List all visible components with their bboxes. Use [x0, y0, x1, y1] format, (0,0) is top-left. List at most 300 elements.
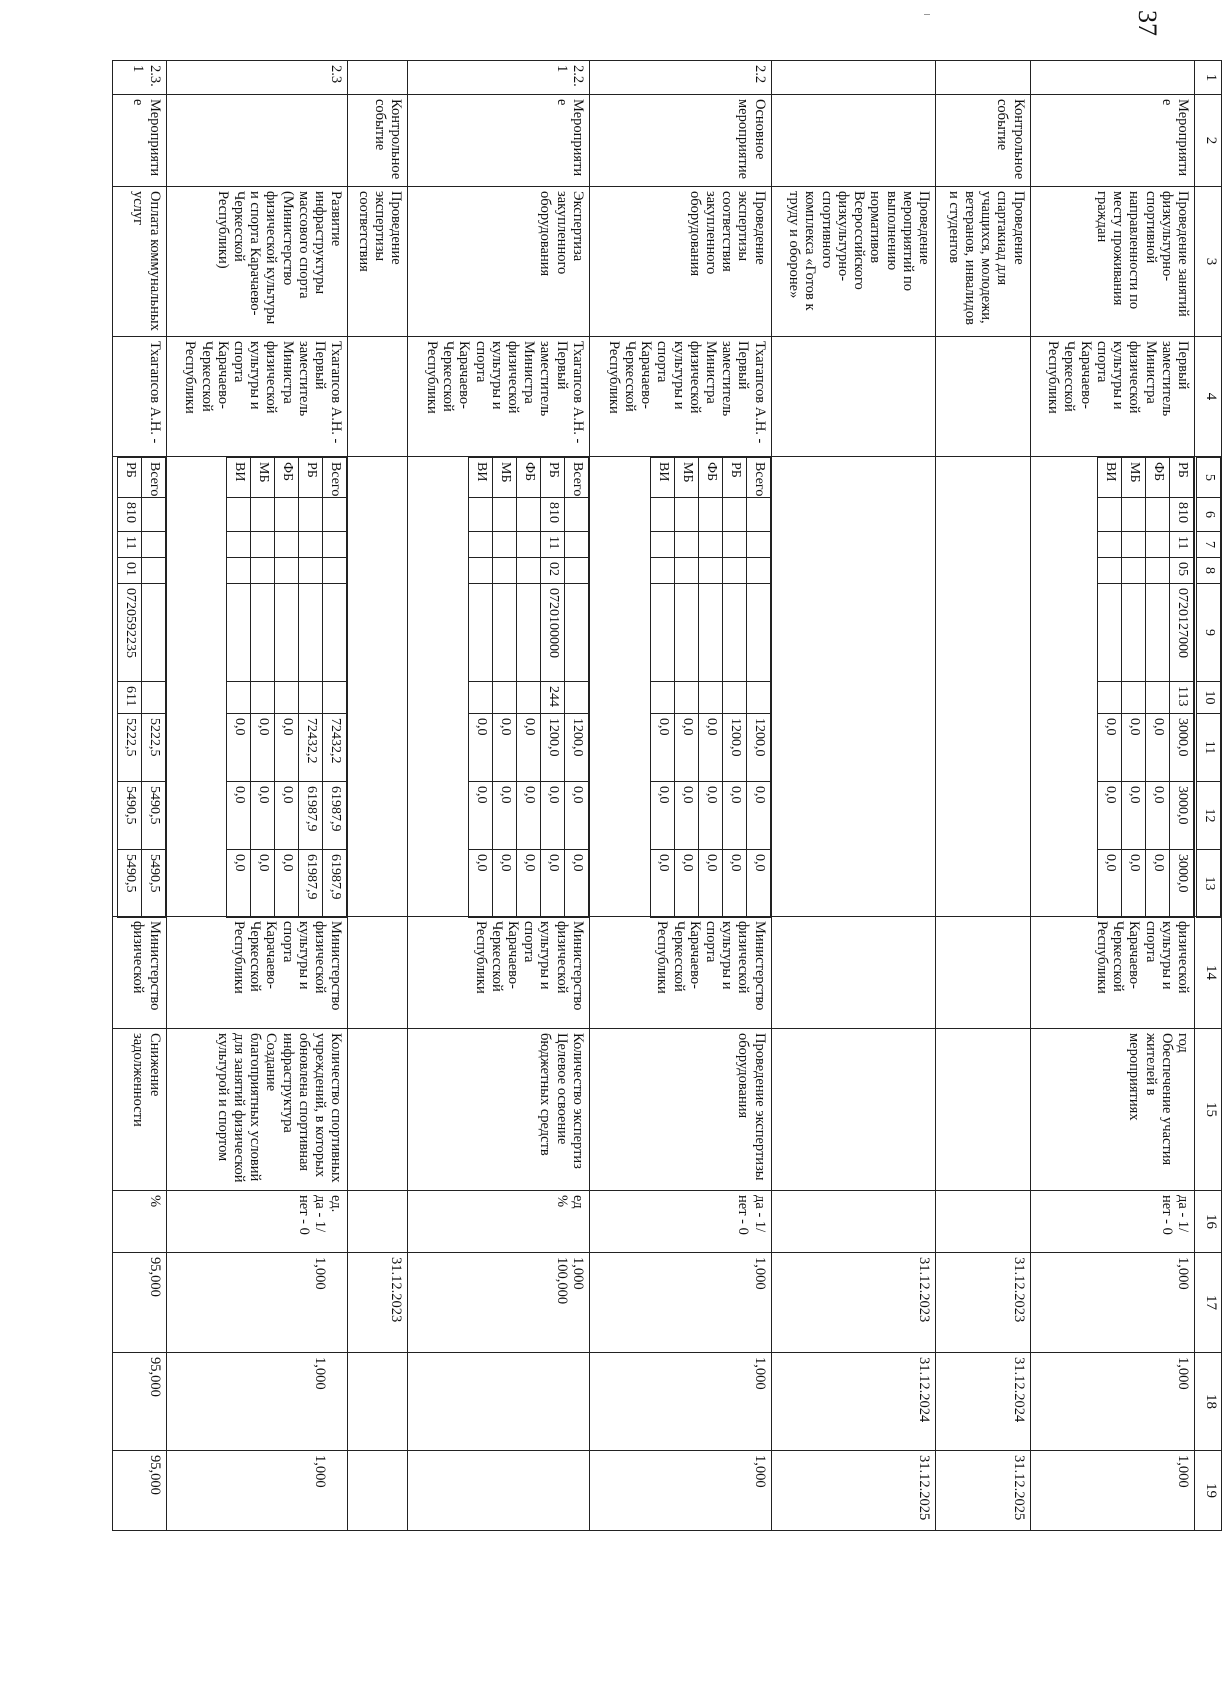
executor-cell: Министерство физической культуры и спорта Карачаево-Черкесской Республики	[408, 917, 590, 1029]
financing-row	[117, 458, 141, 918]
financing-c6-cell	[674, 498, 698, 532]
financing-cell	[936, 457, 1031, 917]
financing-row	[227, 458, 251, 918]
financing-c12-cell: 0,0	[722, 782, 746, 850]
financing-src-cell: ФБ	[1146, 458, 1170, 498]
value-2024-cell: 31.12.2024	[771, 1353, 935, 1451]
financing-c6-cell	[251, 498, 275, 532]
financing-src-cell: ВИ	[227, 458, 251, 498]
financing-c7-cell	[564, 532, 588, 558]
financing-c9-cell	[674, 584, 698, 682]
financing-c13-cell: 0,0	[698, 850, 722, 918]
financing-c9-cell	[323, 584, 347, 682]
financing-c10-cell	[746, 682, 770, 714]
financing-c8-cell	[564, 558, 588, 584]
financing-c10-cell: 113	[1170, 682, 1194, 714]
measure-name-cell: Развитие инфраструктуры массового спорта (Министерство физической культуры и спорта Карачаево-Черкесской Республики)	[166, 187, 348, 337]
financing-row	[674, 458, 698, 918]
financing-src-cell: Всего	[141, 458, 165, 498]
measure-type-cell	[166, 95, 348, 187]
financing-c7-cell	[722, 532, 746, 558]
value-2023-cell: 1,000	[166, 1253, 348, 1353]
financing-c12-cell: 61987,9	[299, 782, 323, 850]
financing-c13-cell: 0,0	[722, 850, 746, 918]
unit-cell	[936, 1191, 1031, 1253]
col-header: 11	[1197, 714, 1221, 782]
table-row	[348, 61, 408, 1691]
executor-cell: Министерство физической	[113, 917, 167, 1029]
row-number-cell: 2.2	[589, 61, 771, 95]
financing-c9-cell	[141, 584, 165, 682]
financing-c13-cell: 5490,5	[141, 850, 165, 918]
value-2025-cell: 1,000	[166, 1451, 348, 1531]
table-row	[589, 61, 771, 1691]
executor-cell	[348, 917, 408, 1029]
financing-c11-cell: 72432,2	[299, 714, 323, 782]
financing-src-cell: ФБ	[516, 458, 540, 498]
financing-row	[323, 458, 347, 918]
financing-c12-cell: 0,0	[650, 782, 674, 850]
value-2023-cell: 1,000	[589, 1253, 771, 1353]
financing-c10-cell	[698, 682, 722, 714]
financing-c13-cell: 0,0	[746, 850, 770, 918]
responsible-cell	[348, 337, 408, 457]
financing-row	[141, 458, 165, 918]
indicator-cell	[348, 1029, 408, 1191]
financing-c8-cell	[674, 558, 698, 584]
financing-c10-cell	[251, 682, 275, 714]
financing-c13-cell: 3000,0	[1170, 850, 1194, 918]
financing-row	[275, 458, 299, 918]
table-row	[771, 61, 935, 1691]
value-2023-cell: 31.12.2023	[936, 1253, 1031, 1353]
financing-c13-cell: 0,0	[1098, 850, 1122, 918]
measure-name-cell: Проведение занятий физкультурно-спортивной направленности по месту проживания граждан	[1030, 187, 1194, 337]
financing-c10-cell	[227, 682, 251, 714]
financing-c9-cell	[468, 584, 492, 682]
col-header: 15	[1195, 1029, 1222, 1191]
financing-c12-cell: 5490,5	[117, 782, 141, 850]
financing-c6-cell	[1146, 498, 1170, 532]
value-2024-cell	[408, 1353, 590, 1451]
financing-src-cell: Всего	[564, 458, 588, 498]
financing-c10-cell	[323, 682, 347, 714]
financing-c13-cell: 0,0	[468, 850, 492, 918]
col-header: 18	[1195, 1353, 1222, 1451]
executor-cell: Министерство физической культуры и спорта Карачаево-Черкесской Республики	[166, 917, 348, 1029]
financing-c10-cell	[299, 682, 323, 714]
col-header: 19	[1195, 1451, 1222, 1531]
financing-c9-cell	[251, 584, 275, 682]
financing-c11-cell: 0,0	[1098, 714, 1122, 782]
financing-c9-cell	[1098, 584, 1122, 682]
financing-c10-cell: 244	[540, 682, 564, 714]
value-2023-cell: 1,000 100,000	[408, 1253, 590, 1353]
unit-cell: ед %	[408, 1191, 590, 1253]
financing-c6-cell	[746, 498, 770, 532]
financing-c6-cell: 810	[1170, 498, 1194, 532]
financing-c13-cell: 0,0	[516, 850, 540, 918]
financing-row	[1170, 458, 1194, 918]
indicator-cell	[936, 1029, 1031, 1191]
financing-c11-cell: 0,0	[492, 714, 516, 782]
financing-c13-cell: 0,0	[1146, 850, 1170, 918]
financing-c11-cell: 0,0	[275, 714, 299, 782]
financing-c7-cell	[746, 532, 770, 558]
value-2025-cell	[348, 1451, 408, 1531]
financing-c13-cell: 0,0	[650, 850, 674, 918]
row-number-cell: 2.3.1	[113, 61, 167, 95]
financing-c11-cell: 5222,5	[117, 714, 141, 782]
row-number-cell: 2.3	[166, 61, 348, 95]
financing-c9-cell	[722, 584, 746, 682]
value-2024-cell: 1,000	[589, 1353, 771, 1451]
financing-c12-cell: 0,0	[1098, 782, 1122, 850]
financing-c10-cell	[275, 682, 299, 714]
financing-c8-cell	[323, 558, 347, 584]
financing-row	[299, 458, 323, 918]
unit-cell: да - 1/ нет - 0	[1030, 1191, 1194, 1253]
financing-c7-cell	[492, 532, 516, 558]
financing-c6-cell	[468, 498, 492, 532]
executor-cell: Министерство физической культуры и спорта Карачаево-Черкесской Республики	[589, 917, 771, 1029]
financing-c9-cell	[299, 584, 323, 682]
financing-c12-cell: 0,0	[1122, 782, 1146, 850]
value-2025-cell: 1,000	[1030, 1451, 1194, 1531]
financing-c8-cell	[492, 558, 516, 584]
financing-row	[746, 458, 770, 918]
financing-c8-cell	[1122, 558, 1146, 584]
financing-c6-cell	[1098, 498, 1122, 532]
financing-c11-cell: 1200,0	[540, 714, 564, 782]
col-header: 17	[1195, 1253, 1222, 1353]
financing-c9-cell	[650, 584, 674, 682]
unit-cell	[348, 1191, 408, 1253]
financing-c12-cell: 5490,5	[141, 782, 165, 850]
financing-c8-cell	[275, 558, 299, 584]
financing-c13-cell: 0,0	[227, 850, 251, 918]
responsible-cell: Первый заместитель Министра физической культуры и спорта Карачаево-Черкесской Республики	[1030, 337, 1194, 457]
value-2024-cell	[348, 1353, 408, 1451]
financing-cell	[348, 457, 408, 917]
measure-type-cell: Мероприятие	[1030, 95, 1194, 187]
financing-c12-cell: 0,0	[540, 782, 564, 850]
financing-c7-cell	[299, 532, 323, 558]
financing-c11-cell: 0,0	[1122, 714, 1146, 782]
financing-c9-cell	[1122, 584, 1146, 682]
financing-c13-cell: 0,0	[492, 850, 516, 918]
financing-cell	[589, 457, 771, 917]
financing-c6-cell	[299, 498, 323, 532]
measure-name-cell: Проведение мероприятий по выполнению нормативов Всероссийского физкультурно-спортивного комплекса «Готов к труду и обороне»	[771, 187, 935, 337]
financing-c12-cell: 0,0	[227, 782, 251, 850]
col-header: 12	[1197, 782, 1221, 850]
row-number-cell	[1030, 61, 1194, 95]
financing-src-cell: ФБ	[275, 458, 299, 498]
financing-c12-cell: 0,0	[746, 782, 770, 850]
financing-row	[1098, 458, 1122, 918]
financing-c8-cell: 02	[540, 558, 564, 584]
financing-src-cell: РБ	[299, 458, 323, 498]
responsible-cell: Тхагапсов А.Н. - Первый заместитель Министра физической культуры и спорта Карачаево-Черкесской Республики	[166, 337, 348, 457]
value-2023-cell: 31.12.2023	[348, 1253, 408, 1353]
financing-row	[516, 458, 540, 918]
col-header: 6	[1197, 498, 1221, 532]
financing-c10-cell	[468, 682, 492, 714]
financing-cell	[166, 457, 348, 917]
value-2024-cell: 1,000	[1030, 1353, 1194, 1451]
financing-c9-cell: 0720592235	[117, 584, 141, 682]
financing-c8-cell	[468, 558, 492, 584]
table-row	[113, 61, 167, 1691]
financing-src-cell: ВИ	[650, 458, 674, 498]
financing-c11-cell: 1200,0	[564, 714, 588, 782]
financing-c10-cell	[1098, 682, 1122, 714]
financing-cell	[1030, 457, 1194, 917]
financing-src-cell: ФБ	[698, 458, 722, 498]
financing-c7-cell: 11	[117, 532, 141, 558]
col-header: 8	[1197, 558, 1221, 584]
financing-c12-cell: 61987,9	[323, 782, 347, 850]
financing-c12-cell: 0,0	[674, 782, 698, 850]
financing-row	[650, 458, 674, 918]
financing-src-cell: РБ	[117, 458, 141, 498]
col-header: 3	[1195, 187, 1222, 337]
financing-c8-cell	[227, 558, 251, 584]
financing-row	[251, 458, 275, 918]
col-header: 7	[1197, 532, 1221, 558]
financing-c13-cell: 61987,9	[299, 850, 323, 918]
responsible-cell: Тхагапсов А.Н. -	[113, 337, 167, 457]
financing-c7-cell	[674, 532, 698, 558]
financing-src-cell: Всего	[323, 458, 347, 498]
financing-c9-cell	[275, 584, 299, 682]
financing-c12-cell: 0,0	[275, 782, 299, 850]
col-header: 5	[1197, 458, 1221, 498]
financing-c12-cell: 0,0	[516, 782, 540, 850]
financing-c6-cell	[650, 498, 674, 532]
measure-type-cell: Мероприятие	[408, 95, 590, 187]
financing-c12-cell: 0,0	[564, 782, 588, 850]
measure-type-cell: Мероприятие	[113, 95, 167, 187]
measure-name-cell: Проведение спартакиад для учащихся, молодежи, ветеранов, инвалидов и студентов	[936, 187, 1031, 337]
financing-c12-cell: 3000,0	[1170, 782, 1194, 850]
financing-row	[540, 458, 564, 918]
financing-c10-cell	[722, 682, 746, 714]
financing-c7-cell	[698, 532, 722, 558]
financing-src-cell: МБ	[1122, 458, 1146, 498]
program-measures-table	[112, 60, 1222, 1691]
table-row	[166, 61, 348, 1691]
unit-cell: %	[113, 1191, 167, 1253]
financing-c12-cell: 0,0	[698, 782, 722, 850]
col-header: 2	[1195, 95, 1222, 187]
financing-cell	[408, 457, 590, 917]
col-header: 13	[1197, 850, 1221, 918]
value-2023-cell: 1,000	[1030, 1253, 1194, 1353]
col-header: 16	[1195, 1191, 1222, 1253]
financing-c12-cell: 0,0	[1146, 782, 1170, 850]
financing-c11-cell: 0,0	[227, 714, 251, 782]
financing-row	[722, 458, 746, 918]
financing-c8-cell	[141, 558, 165, 584]
financing-c13-cell: 0,0	[674, 850, 698, 918]
financing-c7-cell: 11	[540, 532, 564, 558]
financing-c12-cell: 0,0	[492, 782, 516, 850]
financing-row	[1122, 458, 1146, 918]
financing-c7-cell	[1098, 532, 1122, 558]
row-number-cell	[936, 61, 1031, 95]
financing-c13-cell: 0,0	[251, 850, 275, 918]
financing-c10-cell	[1122, 682, 1146, 714]
value-2025-cell: 31.12.2025	[936, 1451, 1031, 1531]
table-row	[1030, 61, 1194, 1691]
financing-c11-cell: 1200,0	[722, 714, 746, 782]
table-body	[113, 61, 1195, 1691]
financing-c13-cell: 0,0	[540, 850, 564, 918]
financing-row	[492, 458, 516, 918]
financing-cell	[771, 457, 935, 917]
financing-c7-cell	[275, 532, 299, 558]
financing-c9-cell	[746, 584, 770, 682]
financing-c8-cell	[1146, 558, 1170, 584]
financing-c6-cell	[492, 498, 516, 532]
financing-c6-cell	[141, 498, 165, 532]
financing-c6-cell	[564, 498, 588, 532]
financing-c6-cell: 810	[540, 498, 564, 532]
financing-c7-cell	[650, 532, 674, 558]
indicator-cell: Проведение экспертизы оборудования	[589, 1029, 771, 1191]
financing-c9-cell	[1146, 584, 1170, 682]
financing-c10-cell	[1146, 682, 1170, 714]
financing-row	[468, 458, 492, 918]
financing-c7-cell	[227, 532, 251, 558]
responsible-cell: Тхагапсов А.Н. - Первый заместитель Министра физической культуры и спорта Карачаево-Черкесской Республики	[589, 337, 771, 457]
table-row	[408, 61, 590, 1691]
unit-cell: да - 1/ нет - 0	[589, 1191, 771, 1253]
value-2024-cell: 31.12.2024	[936, 1353, 1031, 1451]
responsible-cell: Тхагапсов А.Н. - Первый заместитель Министра физической культуры и спорта Карачаево-Черкесской Республики	[408, 337, 590, 457]
measure-type-cell: Контрольное событие	[348, 95, 408, 187]
financing-c7-cell	[468, 532, 492, 558]
row-number-cell: 2.2.1	[408, 61, 590, 95]
indicator-cell	[771, 1029, 935, 1191]
financing-c11-cell: 0,0	[650, 714, 674, 782]
financing-c9-cell	[492, 584, 516, 682]
value-2023-cell: 95,000	[113, 1253, 167, 1353]
financing-src-cell: МБ	[492, 458, 516, 498]
financing-c7-cell	[141, 532, 165, 558]
unit-cell	[771, 1191, 935, 1253]
indicator-cell: Снижение задолженности	[113, 1029, 167, 1191]
financing-c6-cell	[227, 498, 251, 532]
row-number-cell	[348, 61, 408, 95]
financing-c11-cell: 0,0	[674, 714, 698, 782]
financing-c9-cell	[227, 584, 251, 682]
financing-c6-cell	[722, 498, 746, 532]
financing-c8-cell: 01	[117, 558, 141, 584]
financing-c13-cell: 5490,5	[117, 850, 141, 918]
financing-c10-cell	[141, 682, 165, 714]
financing-c10-cell	[674, 682, 698, 714]
financing-row	[564, 458, 588, 918]
col-header: 4	[1195, 337, 1222, 457]
page-number: 37	[1133, 10, 1162, 36]
value-2024-cell: 1,000	[166, 1353, 348, 1451]
financing-c7-cell	[1146, 532, 1170, 558]
financing-c7-cell	[323, 532, 347, 558]
financing-c8-cell	[299, 558, 323, 584]
measure-type-cell: Основное мероприятие	[589, 95, 771, 187]
financing-c8-cell	[251, 558, 275, 584]
financing-src-cell: РБ	[1170, 458, 1194, 498]
financing-c8-cell: 05	[1170, 558, 1194, 584]
financing-c8-cell	[698, 558, 722, 584]
financing-c10-cell	[492, 682, 516, 714]
financing-c11-cell: 0,0	[698, 714, 722, 782]
financing-c8-cell	[516, 558, 540, 584]
value-2023-cell: 31.12.2023	[771, 1253, 935, 1353]
financing-c11-cell: 72432,2	[323, 714, 347, 782]
financing-c6-cell	[516, 498, 540, 532]
financing-c9-cell	[564, 584, 588, 682]
financing-c9-cell	[698, 584, 722, 682]
financing-c11-cell: 0,0	[468, 714, 492, 782]
value-2025-cell: 95,000	[113, 1451, 167, 1531]
table-row	[936, 61, 1031, 1691]
financing-c12-cell: 0,0	[251, 782, 275, 850]
financing-c8-cell	[650, 558, 674, 584]
financing-src-cell: МБ	[251, 458, 275, 498]
financing-c12-cell: 0,0	[468, 782, 492, 850]
financing-c8-cell	[722, 558, 746, 584]
responsible-cell	[771, 337, 935, 457]
financing-c7-cell	[1122, 532, 1146, 558]
measure-name-cell: Экспертиза закупленного оборудования	[408, 187, 590, 337]
value-2024-cell: 95,000	[113, 1353, 167, 1451]
financing-row	[698, 458, 722, 918]
financing-src-cell: Всего	[746, 458, 770, 498]
col-header: 10	[1197, 682, 1221, 714]
indicator-cell: год Обеспечение участия жителей в мероприятиях	[1030, 1029, 1194, 1191]
financing-cell	[113, 457, 167, 917]
financing-c11-cell: 5222,5	[141, 714, 165, 782]
executor-cell: физической культуры и спорта Карачаево-Черкесской Республики	[1030, 917, 1194, 1029]
financing-c7-cell: 11	[1170, 532, 1194, 558]
financing-src-cell: МБ	[674, 458, 698, 498]
measure-name-cell: Проведение экспертизы соответствия закупленного оборудования	[589, 187, 771, 337]
financing-c10-cell	[564, 682, 588, 714]
financing-row	[1146, 458, 1170, 918]
financing-c7-cell	[516, 532, 540, 558]
financing-c13-cell: 0,0	[564, 850, 588, 918]
value-2025-cell: 1,000	[589, 1451, 771, 1531]
financing-c10-cell	[650, 682, 674, 714]
financing-src-cell: РБ	[722, 458, 746, 498]
financing-c11-cell: 0,0	[251, 714, 275, 782]
financing-src-cell: ВИ	[1098, 458, 1122, 498]
value-2025-cell	[408, 1451, 590, 1531]
financing-src-cell: РБ	[540, 458, 564, 498]
executor-cell	[771, 917, 935, 1029]
financing-c8-cell	[1098, 558, 1122, 584]
financing-c6-cell	[275, 498, 299, 532]
measure-type-cell	[771, 95, 935, 187]
financing-c11-cell: 1200,0	[746, 714, 770, 782]
measure-type-cell: Контрольное событие	[936, 95, 1031, 187]
measure-name-cell: Оплата коммунальных услуг	[113, 187, 167, 337]
financing-c6-cell	[323, 498, 347, 532]
